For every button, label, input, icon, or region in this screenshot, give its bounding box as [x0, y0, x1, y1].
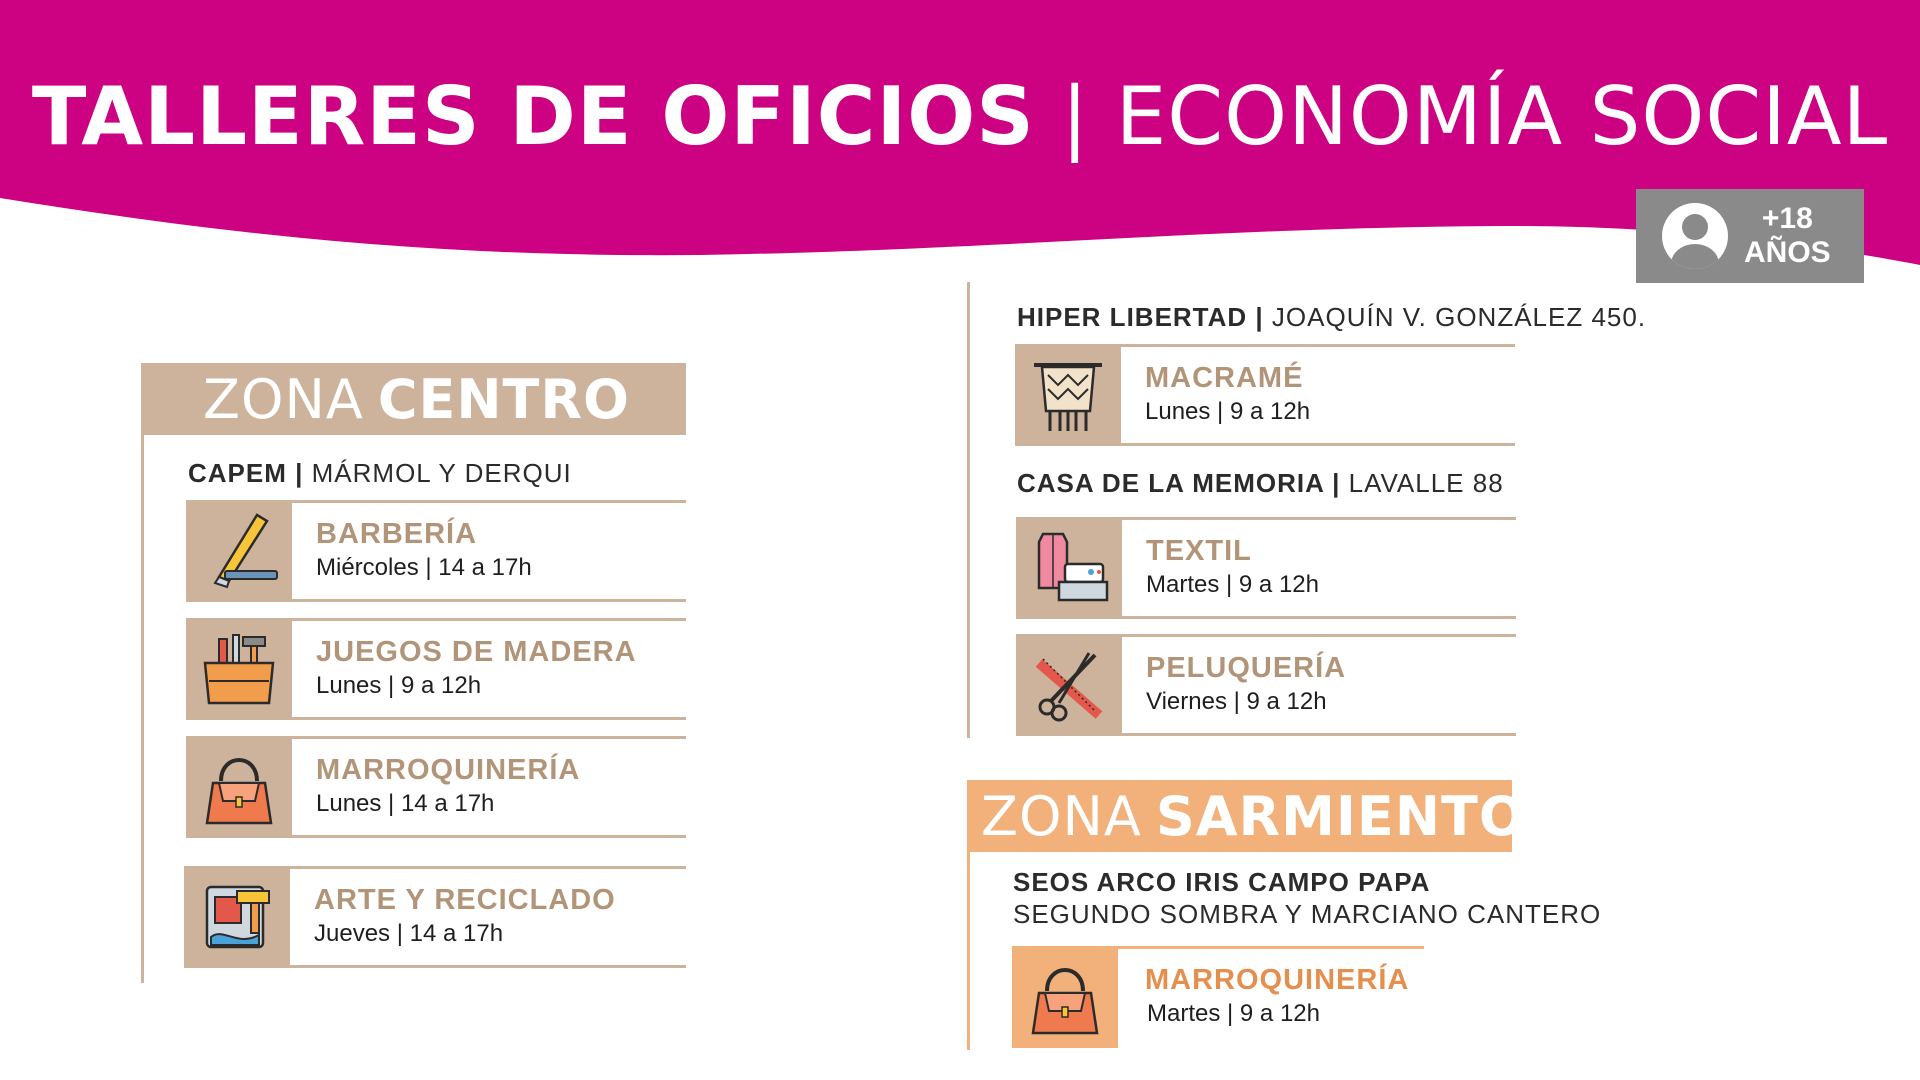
venue-address: SEGUNDO SOMBRA Y MARCIANO CANTERO	[1013, 899, 1602, 929]
scissors-comb-icon	[1016, 634, 1122, 736]
zona-sarmiento-word2: SARMIENTO	[1155, 784, 1526, 848]
workshop-schedule: Miércoles | 14 a 17h	[316, 554, 532, 581]
person-icon	[1662, 203, 1728, 269]
zona-sarmiento-word1: ZONA	[981, 784, 1142, 848]
venue-address: LAVALLE 88	[1348, 468, 1504, 498]
workshop-schedule: Lunes | 9 a 12h	[316, 672, 482, 699]
title-separator: |	[1061, 70, 1090, 163]
sewing-machine-icon	[1016, 517, 1122, 619]
workshop-schedule: Viernes | 9 a 12h	[1146, 688, 1327, 715]
venue-address: JOAQUÍN V. GONZÁLEZ 450.	[1271, 302, 1647, 332]
venue-hiper-libertad	[1017, 302, 1646, 333]
age-badge-line2: AÑOS	[1744, 236, 1831, 269]
age-badge	[1636, 189, 1864, 283]
venue-seos-arco-iris	[1013, 866, 1601, 930]
workshop-card-juegos-de-madera	[186, 618, 686, 720]
razor-icon	[186, 500, 292, 602]
workshop-schedule: Lunes | 14 a 17h	[316, 790, 495, 817]
header-banner	[0, 0, 1920, 280]
workshop-name: ARTE Y RECICLADO	[314, 884, 616, 916]
workshop-card-arte-y-reciclado	[184, 866, 686, 968]
workshop-schedule: Martes | 9 a 12h	[1147, 1000, 1320, 1027]
workshop-card-marroquineria-sarmiento	[1012, 946, 1424, 1048]
zona-centro-banner	[141, 363, 686, 435]
venue-address: MÁRMOL Y DERQUI	[311, 458, 572, 488]
venue-casa-de-la-memoria	[1017, 468, 1504, 499]
venue-name: CAPEM |	[188, 458, 304, 488]
title-bold: TALLERES DE OFICIOS	[31, 70, 1035, 163]
page-title	[0, 70, 1920, 163]
workshop-name: TEXTIL	[1146, 535, 1252, 567]
workshop-card-textil	[1016, 517, 1516, 619]
handbag-icon	[1012, 946, 1118, 1048]
workshop-card-macrame	[1015, 344, 1515, 446]
age-badge-text	[1744, 202, 1831, 270]
workshop-card-peluqueria	[1016, 634, 1516, 736]
toolbox-icon	[186, 618, 292, 720]
art-recycle-icon	[184, 866, 290, 968]
title-light: ECONOMÍA SOCIAL	[1115, 70, 1889, 163]
workshop-schedule: Jueves | 14 a 17h	[314, 920, 504, 947]
venue-name: CASA DE LA MEMORIA |	[1017, 468, 1341, 498]
handbag-icon	[186, 736, 292, 838]
venue-capem	[188, 458, 572, 489]
workshop-card-marroquineria	[186, 736, 686, 838]
workshop-name: BARBERÍA	[316, 518, 478, 550]
workshop-name: PELUQUERÍA	[1146, 652, 1347, 684]
zona-centro-word1: ZONA	[203, 367, 364, 431]
zona-centro-word2: CENTRO	[377, 367, 630, 431]
workshop-schedule: Martes | 9 a 12h	[1146, 571, 1319, 598]
workshop-schedule: Lunes | 9 a 12h	[1145, 398, 1311, 425]
zona-sarmiento-banner	[967, 780, 1526, 852]
right-column-divider	[967, 282, 970, 738]
workshop-name: MARROQUINERÍA	[1145, 964, 1410, 996]
workshop-name: MACRAMÉ	[1145, 362, 1304, 394]
zona-centro-divider	[141, 363, 144, 983]
workshop-card-barberia	[186, 500, 686, 602]
venue-name: SEOS ARCO IRIS CAMPO PAPA	[1013, 867, 1431, 897]
venue-name: HIPER LIBERTAD |	[1017, 302, 1264, 332]
macrame-icon	[1015, 344, 1121, 446]
age-badge-line1: +18	[1761, 202, 1813, 235]
workshop-name: JUEGOS DE MADERA	[316, 636, 637, 668]
workshop-name: MARROQUINERÍA	[316, 754, 581, 786]
